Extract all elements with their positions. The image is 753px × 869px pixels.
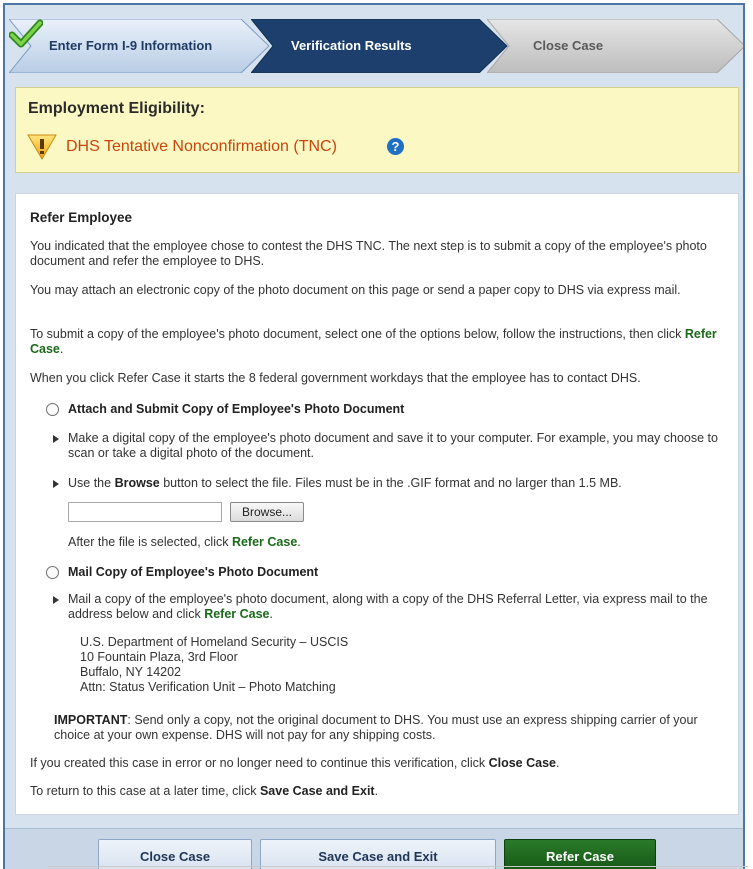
refer-case-button[interactable]: Refer Case (504, 839, 656, 869)
address-line: Attn: Status Verification Unit – Photo Matching (80, 680, 336, 694)
browse-instruction: Use the Browse button to select the file. Files must be in the .GIF format and no larger than 1.5 MB. (68, 476, 622, 490)
mailing-address (80, 635, 348, 695)
divider (48, 866, 748, 867)
address-line: Buffalo, NY 14202 (80, 665, 182, 679)
submit-instructions: To submit a copy of the employee's photo document, select one of the options below, follow the instructions, then click Refer Case. (30, 327, 717, 356)
intro-paragraph: You indicated that the employee chose to contest the DHS TNC. The next step is to submit a copy of the employee's photo document and refer the employee to DHS. (30, 239, 707, 268)
attach-option-radio[interactable] (46, 403, 59, 416)
bullet-arrow-icon (53, 596, 59, 604)
close-case-button[interactable]: Close Case (98, 839, 252, 869)
digital-copy-instruction: Make a digital copy of the employee's photo document and save it to your computer. For example, you may choose to scan or take a digital photo of the document. (68, 431, 718, 460)
attach-or-mail-paragraph: You may attach an electronic copy of the photo document on this page or send a paper copy to DHS via express mail. (30, 283, 681, 297)
action-bar (5, 828, 743, 869)
save-case-note: To return to this case at a later time, click Save Case and Exit. (30, 784, 379, 798)
file-path-input[interactable] (68, 502, 222, 522)
step-enter-i9-label: Enter Form I-9 Information (49, 38, 213, 53)
close-case-note: If you created this case in error or no longer need to continue this verification, click Close Case. (30, 756, 560, 770)
refer-case-inline: Refer Case (30, 327, 717, 356)
mail-instruction: Mail a copy of the employee's photo document, along with a copy of the DHS Referral Letter, via express mail to the address below and click Refer Case. (68, 592, 708, 621)
bullet-arrow-icon (53, 480, 59, 488)
section-title: Refer Employee (30, 210, 133, 225)
eligibility-title: Employment Eligibility: (28, 100, 205, 117)
important-note: IMPORTANT: Send only a copy, not the original document to DHS. You must use an express shipping carrier of your choice at your own expense. DHS will not pay for any shipping costs. (54, 713, 698, 742)
mail-option-label: Mail Copy of Employee's Photo Document (68, 565, 319, 579)
attach-option-label: Attach and Submit Copy of Employee's Photo Document (68, 402, 405, 416)
step-verification-results (251, 19, 509, 73)
step-progress (9, 19, 745, 73)
tnc-status: DHS Tentative Nonconfirmation (TNC) (66, 138, 337, 155)
workdays-note: When you click Refer Case it starts the 8 federal government workdays that the employee has to contact DHS. (30, 371, 641, 385)
address-line: U.S. Department of Homeland Security – USCIS (80, 635, 349, 649)
step-verification-results-label: Verification Results (291, 38, 412, 53)
eligibility-banner (15, 87, 739, 173)
step-enter-i9 (9, 19, 271, 73)
save-case-exit-button[interactable]: Save Case and Exit (260, 839, 496, 869)
browse-button[interactable]: Browse... (230, 502, 304, 522)
refer-employee-panel (15, 193, 739, 815)
bullet-arrow-icon (53, 435, 59, 443)
after-file-note: After the file is selected, click Refer Case. (68, 535, 301, 549)
checkmark-icon (9, 19, 43, 49)
step-close-case (487, 19, 745, 73)
mail-option-radio[interactable] (46, 566, 59, 579)
warning-icon (26, 133, 58, 161)
step-close-case-label: Close Case (533, 38, 604, 53)
app-frame (3, 3, 745, 869)
address-line: 10 Fountain Plaza, 3rd Floor (80, 650, 238, 664)
help-icon[interactable]: ? (387, 138, 404, 155)
